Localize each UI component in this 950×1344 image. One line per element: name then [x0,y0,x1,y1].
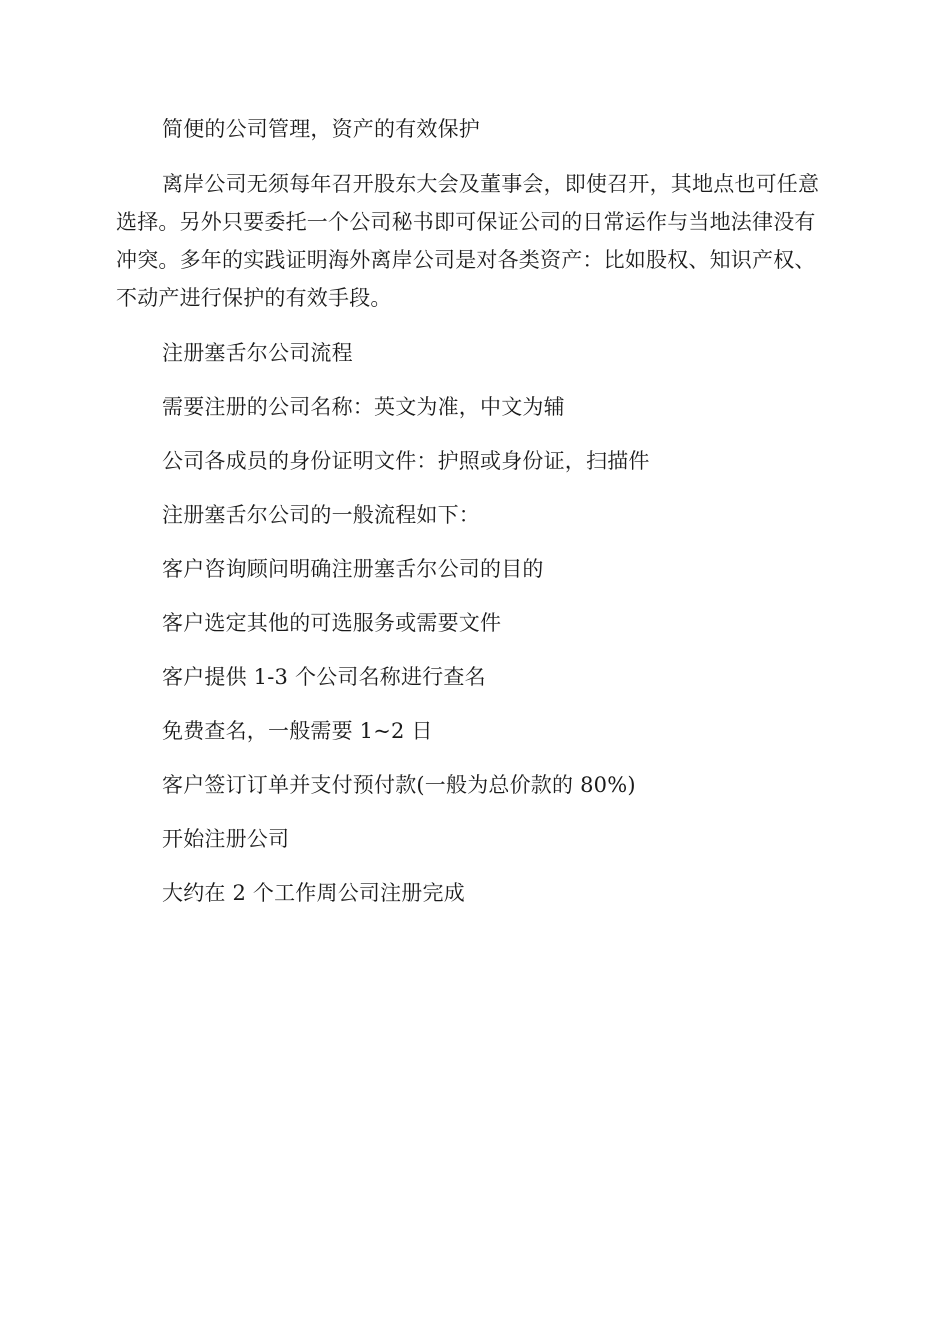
paragraph-offshore-description: 离岸公司无须每年召开股东大会及董事会，即使召开，其地点也可任意选择。另外只要委托一个公司秘书即可保证公司的日常运作与当地法律没有冲突。多年的实践证明海外离岸公司是对各类资产：比如股权、知识产权、不动产进行保护的有效手段。 [116,172,820,310]
paragraph-company-name: 需要注册的公司名称：英文为准，中文为辅 [162,395,565,419]
paragraph-step-start-registration: 开始注册公司 [162,827,290,851]
paragraph-step-complete: 大约在 2 个工作周公司注册完成 [162,881,465,905]
paragraph-step-consult: 客户咨询顾问明确注册塞舌尔公司的目的 [162,557,544,581]
paragraph-step-name-check: 免费查名，一般需要 1~2 日 [162,719,433,743]
paragraph-step-select-services: 客户选定其他的可选服务或需要文件 [162,611,502,635]
paragraph-general-process: 注册塞舌尔公司的一般流程如下： [162,503,480,527]
paragraph-step-provide-names: 客户提供 1-3 个公司名称进行查名 [162,665,486,689]
paragraph-heading-management: 简便的公司管理，资产的有效保护 [162,117,480,141]
paragraph-heading-process: 注册塞舌尔公司流程 [162,341,353,365]
paragraph-identity-documents: 公司各成员的身份证明文件：护照或身份证，扫描件 [162,449,650,473]
paragraph-step-sign-order: 客户签订订单并支付预付款(一般为总价款的 80%) [162,773,636,797]
